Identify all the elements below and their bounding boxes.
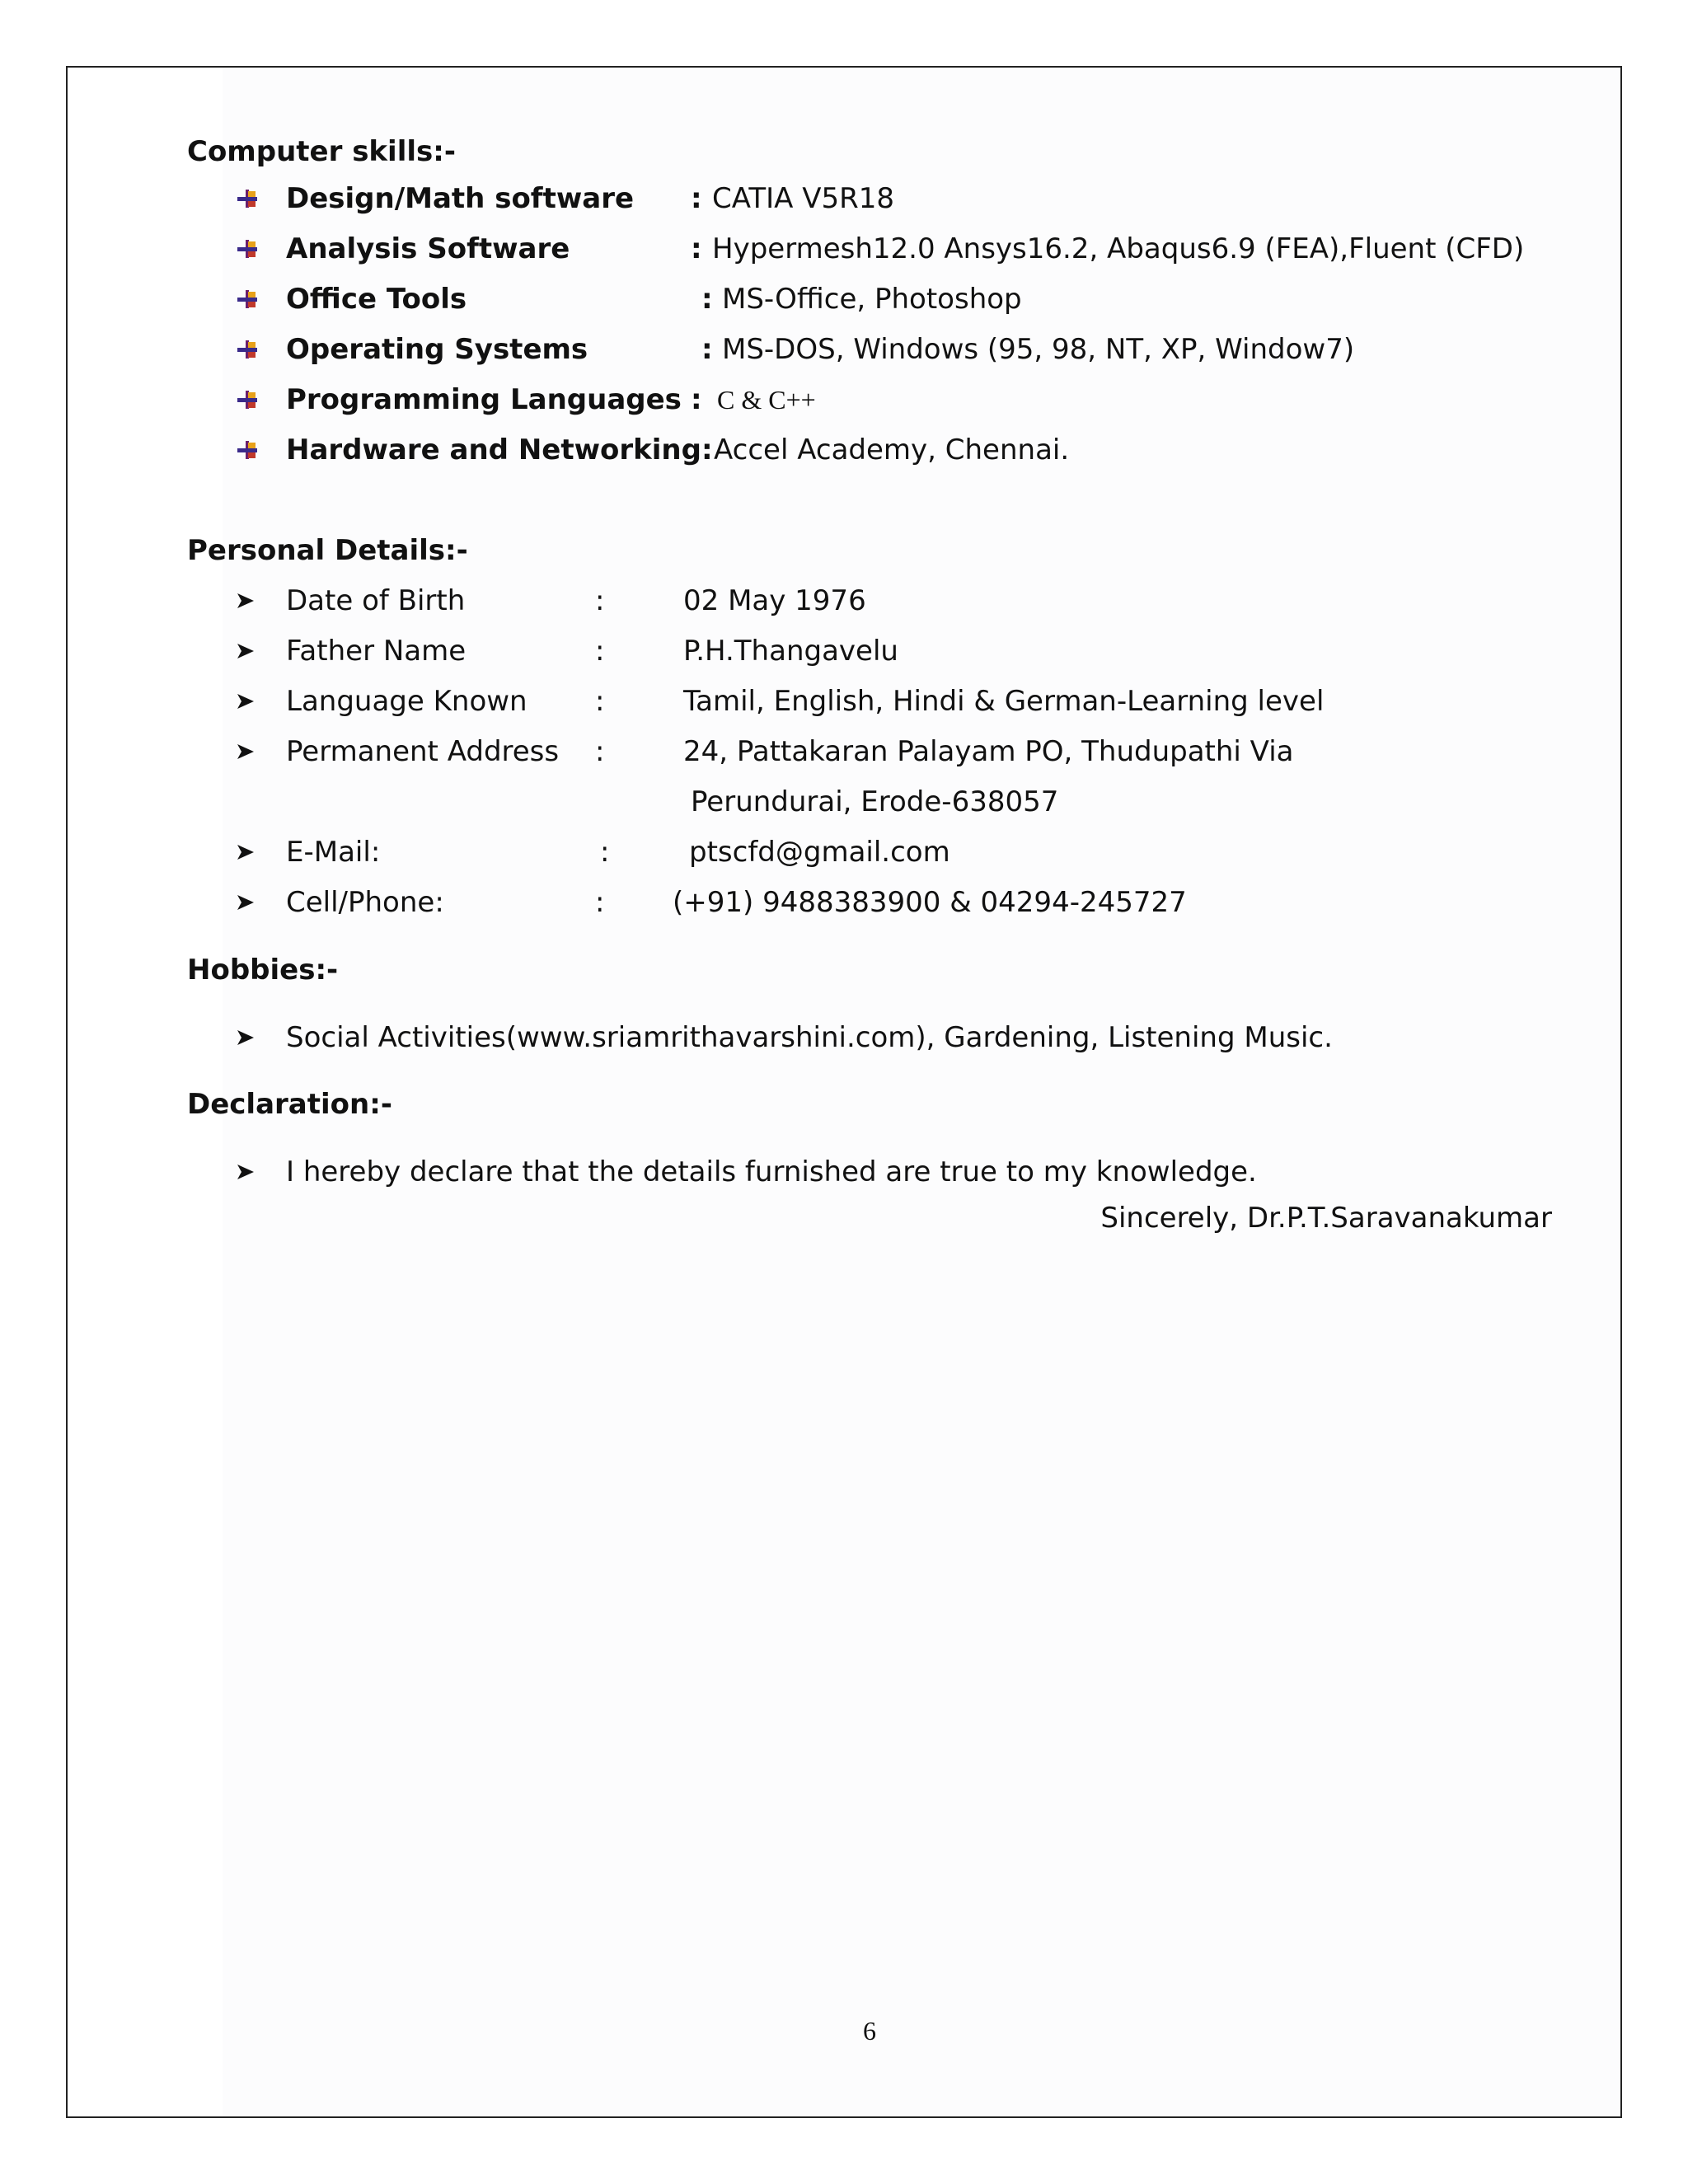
- detail-label: E-Mail:: [286, 836, 381, 869]
- skill-value: MS-DOS, Windows (95, 98, NT, XP, Window7): [722, 333, 1355, 366]
- detail-value: 24, Pattakaran Palayam PO, Thudupathi Via: [683, 735, 1294, 768]
- skill-label: Office Tools: [286, 283, 467, 316]
- skill-value: MS-Office, Photoshop: [722, 283, 1022, 316]
- detail-label: Date of Birth: [286, 584, 466, 617]
- skill-label: Hardware and Networking:: [286, 434, 713, 466]
- arrow-bullet-icon: [237, 1029, 255, 1046]
- detail-label: Permanent Address: [286, 735, 560, 768]
- skill-separator: :: [691, 232, 702, 265]
- arrow-bullet-icon: [237, 743, 255, 760]
- detail-separator: :: [595, 735, 605, 768]
- skill-value: CATIA V5R18: [712, 182, 894, 215]
- detail-value: (+91) 9488383900 & 04294-245727: [673, 886, 1187, 919]
- skill-separator: :: [701, 333, 713, 366]
- detail-label: Language Known: [286, 685, 528, 718]
- fancy-bullet-icon: [236, 189, 259, 209]
- page-number: 6: [863, 2016, 876, 2046]
- arrow-bullet-icon: [237, 894, 255, 911]
- detail-value: ptscfd@gmail.com: [689, 836, 950, 869]
- skill-label: Programming Languages: [286, 383, 682, 416]
- declaration-heading: Declaration:-: [187, 1088, 392, 1121]
- fancy-bullet-icon: [236, 440, 259, 460]
- skill-value: Hypermesh12.0 Ansys16.2, Abaqus6.9 (FEA),Fluent (CFD): [712, 232, 1525, 265]
- arrow-bullet-icon: [237, 844, 255, 860]
- skill-label: Analysis Software: [286, 232, 570, 265]
- skill-label: Design/Math software: [286, 182, 635, 215]
- fancy-bullet-icon: [236, 390, 259, 410]
- detail-value: 02 May 1976: [683, 584, 866, 617]
- detail-separator: :: [595, 635, 605, 668]
- skill-separator: :: [691, 182, 702, 215]
- declaration-text: I hereby declare that the details furnished are true to my knowledge.: [286, 1155, 1257, 1188]
- detail-separator: :: [600, 836, 610, 869]
- detail-value-address-line2: Perundurai, Erode-638057: [691, 785, 1059, 818]
- arrow-bullet-icon: [237, 1164, 255, 1180]
- hobbies-text: Social Activities(www.sriamrithavarshini.com), Gardening, Listening Music.: [286, 1021, 1333, 1054]
- signature: Sincerely, Dr.P.T.Saravanakumar: [1100, 1202, 1552, 1235]
- hobbies-heading: Hobbies:-: [187, 954, 339, 987]
- detail-value: Tamil, English, Hindi & German-Learning level: [683, 685, 1325, 718]
- fancy-bullet-icon: [236, 239, 259, 259]
- skill-value: C & C++: [717, 385, 816, 415]
- arrow-bullet-icon: [237, 643, 255, 659]
- skill-value: Accel Academy, Chennai.: [714, 434, 1070, 466]
- personal-details-heading: Personal Details:-: [187, 534, 468, 567]
- detail-label: Cell/Phone:: [286, 886, 444, 919]
- skill-separator: :: [701, 283, 713, 316]
- detail-value: P.H.Thangavelu: [683, 635, 898, 668]
- arrow-bullet-icon: [237, 693, 255, 710]
- skill-label: Operating Systems: [286, 333, 588, 366]
- detail-separator: :: [595, 886, 605, 919]
- fancy-bullet-icon: [236, 289, 259, 309]
- detail-label: Father Name: [286, 635, 467, 668]
- computer-skills-heading: Computer skills:-: [187, 135, 456, 168]
- arrow-bullet-icon: [237, 593, 255, 609]
- detail-separator: :: [595, 584, 605, 617]
- skill-separator: :: [691, 383, 702, 416]
- detail-separator: :: [595, 685, 605, 718]
- fancy-bullet-icon: [236, 340, 259, 359]
